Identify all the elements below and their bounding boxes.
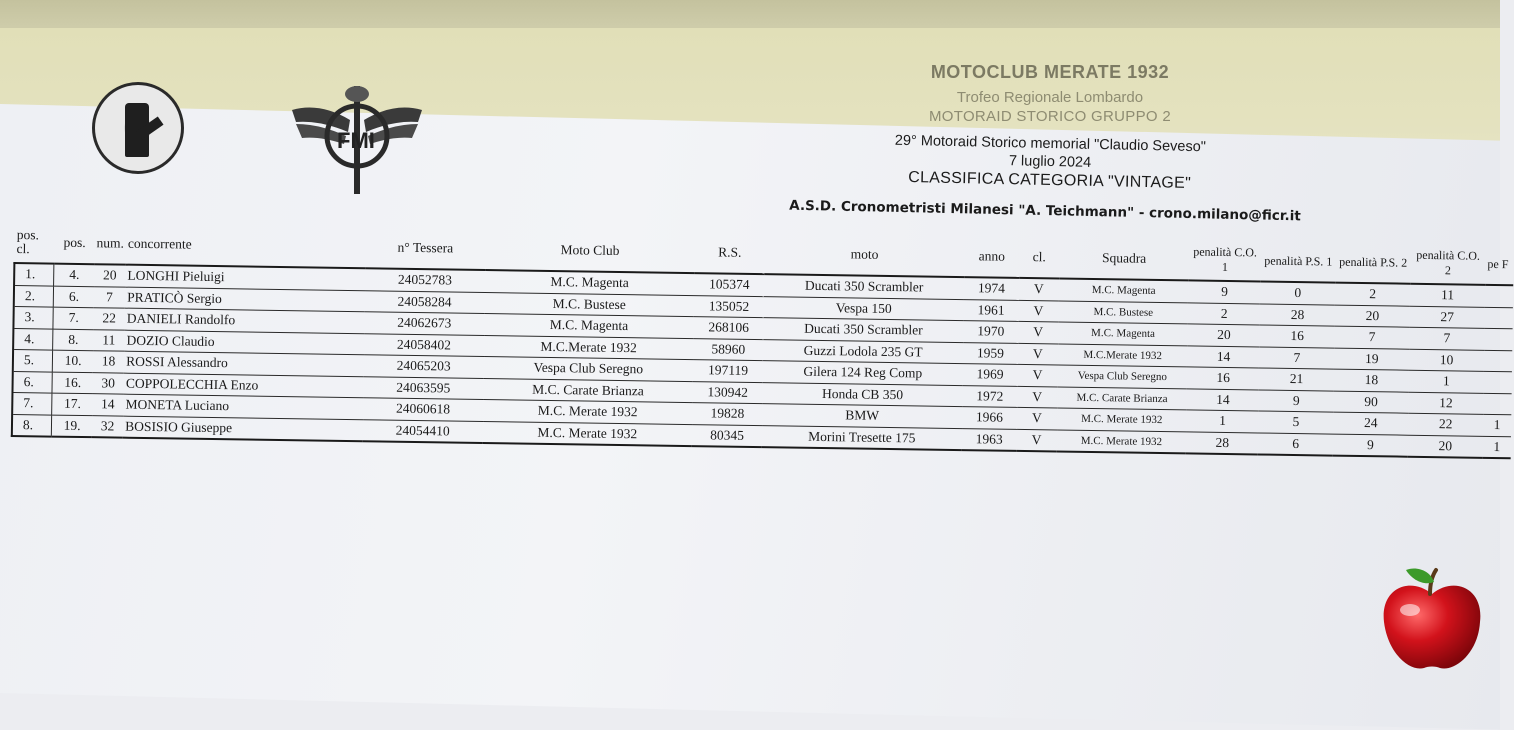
cell-pos-cl: 1. bbox=[14, 263, 54, 286]
cell-club: M.C. Merate 1932 bbox=[482, 421, 692, 446]
cell-ps1: 6 bbox=[1258, 432, 1333, 455]
cell-rs: 19828 bbox=[692, 403, 762, 426]
header-penalty-cut: pe F bbox=[1487, 256, 1509, 271]
cell-club: M.C. Magenta bbox=[485, 270, 695, 295]
cell-num: 18 bbox=[93, 351, 125, 373]
cell-moto: Guzzi Lodola 235 GT bbox=[763, 339, 963, 363]
cell-cl: V bbox=[1017, 364, 1057, 386]
cell-name: LONGHI Pieluigi bbox=[125, 265, 365, 291]
cell-name: COPPOLECCHIA Enzo bbox=[124, 373, 364, 398]
cell-club: Vespa Club Seregno bbox=[483, 356, 693, 381]
cell-co2: 12 bbox=[1408, 392, 1483, 415]
header-penalty-co2: penalità C.O. 2 bbox=[1416, 247, 1481, 278]
cell-club: M.C. Bustese bbox=[484, 292, 694, 317]
header-num: num. bbox=[96, 235, 125, 251]
cell-extra: 1 bbox=[1483, 414, 1511, 436]
cell-moto: Gilera 124 Reg Comp bbox=[763, 361, 963, 385]
cell-pos-cl: 6. bbox=[12, 371, 52, 393]
cell-co2: 20 bbox=[1408, 435, 1483, 458]
cell-co1: 14 bbox=[1187, 388, 1259, 411]
cell-anno: 1974 bbox=[964, 277, 1019, 300]
cell-ps1: 0 bbox=[1260, 281, 1335, 304]
cell-ps2: 2 bbox=[1335, 283, 1410, 306]
cell-anno: 1963 bbox=[962, 428, 1017, 451]
cell-extra bbox=[1484, 350, 1512, 372]
header-penalty-ps2: penalità P.S. 2 bbox=[1339, 254, 1408, 270]
cell-club: M.C. Carate Brianza bbox=[483, 378, 693, 403]
cell-pos: 16. bbox=[52, 372, 92, 394]
cell-club: M.C. Magenta bbox=[484, 313, 694, 338]
cell-co1: 1 bbox=[1187, 410, 1259, 433]
cell-cl: V bbox=[1016, 429, 1056, 452]
cell-anno: 1970 bbox=[963, 321, 1018, 343]
cell-moto: Ducati 350 Scrambler bbox=[763, 318, 963, 342]
cell-co2: 22 bbox=[1408, 413, 1483, 436]
cell-tessera: 24058402 bbox=[364, 333, 484, 356]
cell-name: MONETA Luciano bbox=[123, 394, 363, 419]
header-moto: moto bbox=[850, 246, 879, 262]
cell-pos: 10. bbox=[53, 350, 93, 372]
cell-anno: 1972 bbox=[962, 385, 1017, 407]
cell-ps2: 90 bbox=[1334, 391, 1409, 414]
cell-co1: 28 bbox=[1186, 431, 1258, 454]
trophy-heading: Trofeo Regionale Lombardo bbox=[956, 89, 1144, 106]
cell-pos-cl: 8. bbox=[12, 414, 52, 437]
cell-squadra: M.C. Merate 1932 bbox=[1057, 408, 1187, 431]
cell-squadra: M.C. Bustese bbox=[1058, 301, 1188, 324]
cell-rs: 268106 bbox=[694, 317, 764, 340]
cell-club: M.C.Merate 1932 bbox=[484, 335, 694, 360]
cell-rs: 58960 bbox=[693, 338, 763, 361]
results-table bbox=[11, 222, 1514, 459]
cell-squadra: M.C. Carate Brianza bbox=[1057, 386, 1187, 409]
cell-tessera: 24060618 bbox=[363, 398, 483, 421]
cell-cl: V bbox=[1019, 278, 1059, 301]
cell-cl: V bbox=[1017, 407, 1057, 429]
cell-num: 22 bbox=[93, 308, 125, 330]
event-title-block bbox=[819, 131, 1280, 195]
cell-cl: V bbox=[1018, 300, 1058, 322]
cell-rs: 130942 bbox=[693, 381, 763, 404]
cell-pos: 8. bbox=[53, 329, 93, 351]
underlying-sheet-header bbox=[860, 62, 1240, 125]
cell-tessera: 24052783 bbox=[365, 268, 485, 292]
cell-rs: 80345 bbox=[692, 424, 762, 447]
cell-co1: 14 bbox=[1187, 345, 1259, 368]
fmi-logo-text: FMI bbox=[337, 128, 375, 153]
classification-title: CLASSIFICA CATEGORIA "VINTAGE" bbox=[908, 169, 1192, 192]
event-date: 7 luglio 2024 bbox=[1008, 153, 1092, 171]
cell-club: M.C. Merate 1932 bbox=[483, 399, 693, 424]
cell-num: 30 bbox=[92, 372, 124, 394]
header-pos-cl: pos. cl. bbox=[16, 227, 40, 257]
cell-rs: 135052 bbox=[694, 295, 764, 318]
cell-pos: 19. bbox=[52, 415, 92, 438]
cell-pos: 4. bbox=[54, 264, 94, 287]
cell-co2: 27 bbox=[1410, 306, 1485, 329]
cell-ps1: 21 bbox=[1259, 368, 1334, 391]
header-tessera: n° Tessera bbox=[397, 239, 454, 256]
cell-co2: 7 bbox=[1409, 327, 1484, 350]
cell-name: DOZIO Claudio bbox=[124, 330, 364, 355]
club-heading: MOTOCLUB MERATE 1932 bbox=[930, 62, 1170, 82]
cell-num: 20 bbox=[94, 264, 126, 286]
cell-anno: 1966 bbox=[962, 407, 1017, 429]
cell-num: 32 bbox=[92, 415, 124, 437]
cell-ps2: 7 bbox=[1335, 326, 1410, 349]
motoclub-merate-logo bbox=[92, 82, 184, 174]
cell-num: 14 bbox=[92, 394, 124, 416]
cell-num: 7 bbox=[94, 286, 126, 308]
cell-extra bbox=[1484, 328, 1512, 350]
organizer-line: A.S.D. Cronometristi Milanesi "A. Teichmann" - crono.milano@ficr.it bbox=[789, 197, 1301, 225]
header-concorrente: concorrente bbox=[127, 235, 192, 252]
cell-cl: V bbox=[1018, 343, 1058, 365]
cell-cl: V bbox=[1018, 321, 1058, 343]
header-penalty-ps1: penalità P.S. 1 bbox=[1264, 253, 1333, 269]
cell-co2: 11 bbox=[1410, 284, 1485, 307]
cell-pos-cl: 4. bbox=[13, 328, 53, 350]
cell-rs: 197119 bbox=[693, 360, 763, 383]
cell-moto: Ducati 350 Scrambler bbox=[764, 274, 964, 299]
cell-ps1: 5 bbox=[1258, 411, 1333, 434]
cell-co1: 20 bbox=[1188, 324, 1260, 347]
cell-pos: 7. bbox=[53, 307, 93, 329]
cell-anno: 1961 bbox=[963, 299, 1018, 321]
cell-extra bbox=[1483, 393, 1511, 415]
cell-tessera: 24058284 bbox=[365, 290, 485, 313]
cell-moto: Vespa 150 bbox=[764, 296, 964, 320]
cell-cl: V bbox=[1017, 386, 1057, 408]
cell-name: PRATICÒ Sergio bbox=[125, 287, 365, 312]
header-anno: anno bbox=[978, 248, 1006, 264]
cell-ps2: 24 bbox=[1333, 412, 1408, 435]
header-squadra: Squadra bbox=[1101, 250, 1147, 266]
cell-ps1: 28 bbox=[1260, 303, 1335, 326]
cell-pos: 6. bbox=[54, 286, 94, 308]
cell-ps1: 7 bbox=[1259, 346, 1334, 369]
cell-extra: 1 bbox=[1483, 436, 1511, 458]
cell-moto: Morini Tresette 175 bbox=[762, 425, 962, 450]
cell-ps2: 20 bbox=[1335, 305, 1410, 328]
cell-extra bbox=[1484, 371, 1512, 393]
event-name: 29° Motoraid Storico memorial "Claudio Seveso" bbox=[894, 132, 1207, 156]
cell-tessera: 24065203 bbox=[364, 355, 484, 378]
header-penalty-co1: penalità C.O. 1 bbox=[1193, 244, 1258, 275]
cell-ps1: 16 bbox=[1260, 325, 1335, 348]
cell-name: DANIELI Randolfo bbox=[125, 308, 365, 333]
cell-rs: 105374 bbox=[694, 273, 764, 296]
cell-co2: 10 bbox=[1409, 349, 1484, 372]
cell-co1: 16 bbox=[1187, 367, 1259, 390]
cell-co2: 1 bbox=[1409, 370, 1484, 393]
cell-squadra: M.C. Merate 1932 bbox=[1056, 429, 1186, 453]
header-rs: R.S. bbox=[718, 244, 742, 260]
fmi-logo bbox=[290, 80, 424, 196]
group-heading: MOTORAID STORICO GRUPPO 2 bbox=[929, 108, 1171, 125]
cell-pos-cl: 5. bbox=[13, 350, 53, 372]
cell-tessera: 24062673 bbox=[364, 312, 484, 335]
cell-name: ROSSI Alessandro bbox=[124, 351, 364, 376]
cell-tessera: 24054410 bbox=[363, 419, 483, 443]
header-cl: cl. bbox=[1032, 249, 1046, 265]
cell-squadra: M.C.Merate 1932 bbox=[1058, 343, 1188, 366]
cell-tessera: 24063595 bbox=[363, 376, 483, 399]
cell-ps2: 18 bbox=[1334, 369, 1409, 392]
cell-ps2: 9 bbox=[1333, 434, 1408, 457]
cell-name: BOSISIO Giuseppe bbox=[123, 416, 363, 442]
cell-squadra: M.C. Magenta bbox=[1059, 279, 1189, 303]
cell-pos-cl: 3. bbox=[13, 307, 53, 329]
cell-pos-cl: 7. bbox=[12, 392, 52, 414]
cell-co1: 9 bbox=[1188, 280, 1260, 303]
cell-anno: 1969 bbox=[962, 364, 1017, 386]
cell-anno: 1959 bbox=[963, 342, 1018, 364]
header-moto-club: Moto Club bbox=[560, 242, 620, 258]
cell-pos: 17. bbox=[52, 393, 92, 415]
cell-ps1: 9 bbox=[1259, 389, 1334, 412]
apple-icon bbox=[1380, 566, 1484, 674]
header-pos: pos. bbox=[63, 234, 86, 251]
cell-ps2: 19 bbox=[1334, 348, 1409, 371]
cell-co1: 2 bbox=[1188, 302, 1260, 325]
cell-pos-cl: 2. bbox=[14, 285, 54, 307]
cell-extra bbox=[1485, 307, 1513, 329]
cell-moto: BMW bbox=[762, 404, 962, 428]
cell-squadra: Vespa Club Seregno bbox=[1057, 365, 1187, 388]
cell-moto: Honda CB 350 bbox=[763, 382, 963, 406]
cell-extra bbox=[1485, 285, 1513, 307]
cell-num: 11 bbox=[93, 329, 125, 351]
cell-squadra: M.C. Magenta bbox=[1058, 322, 1188, 345]
